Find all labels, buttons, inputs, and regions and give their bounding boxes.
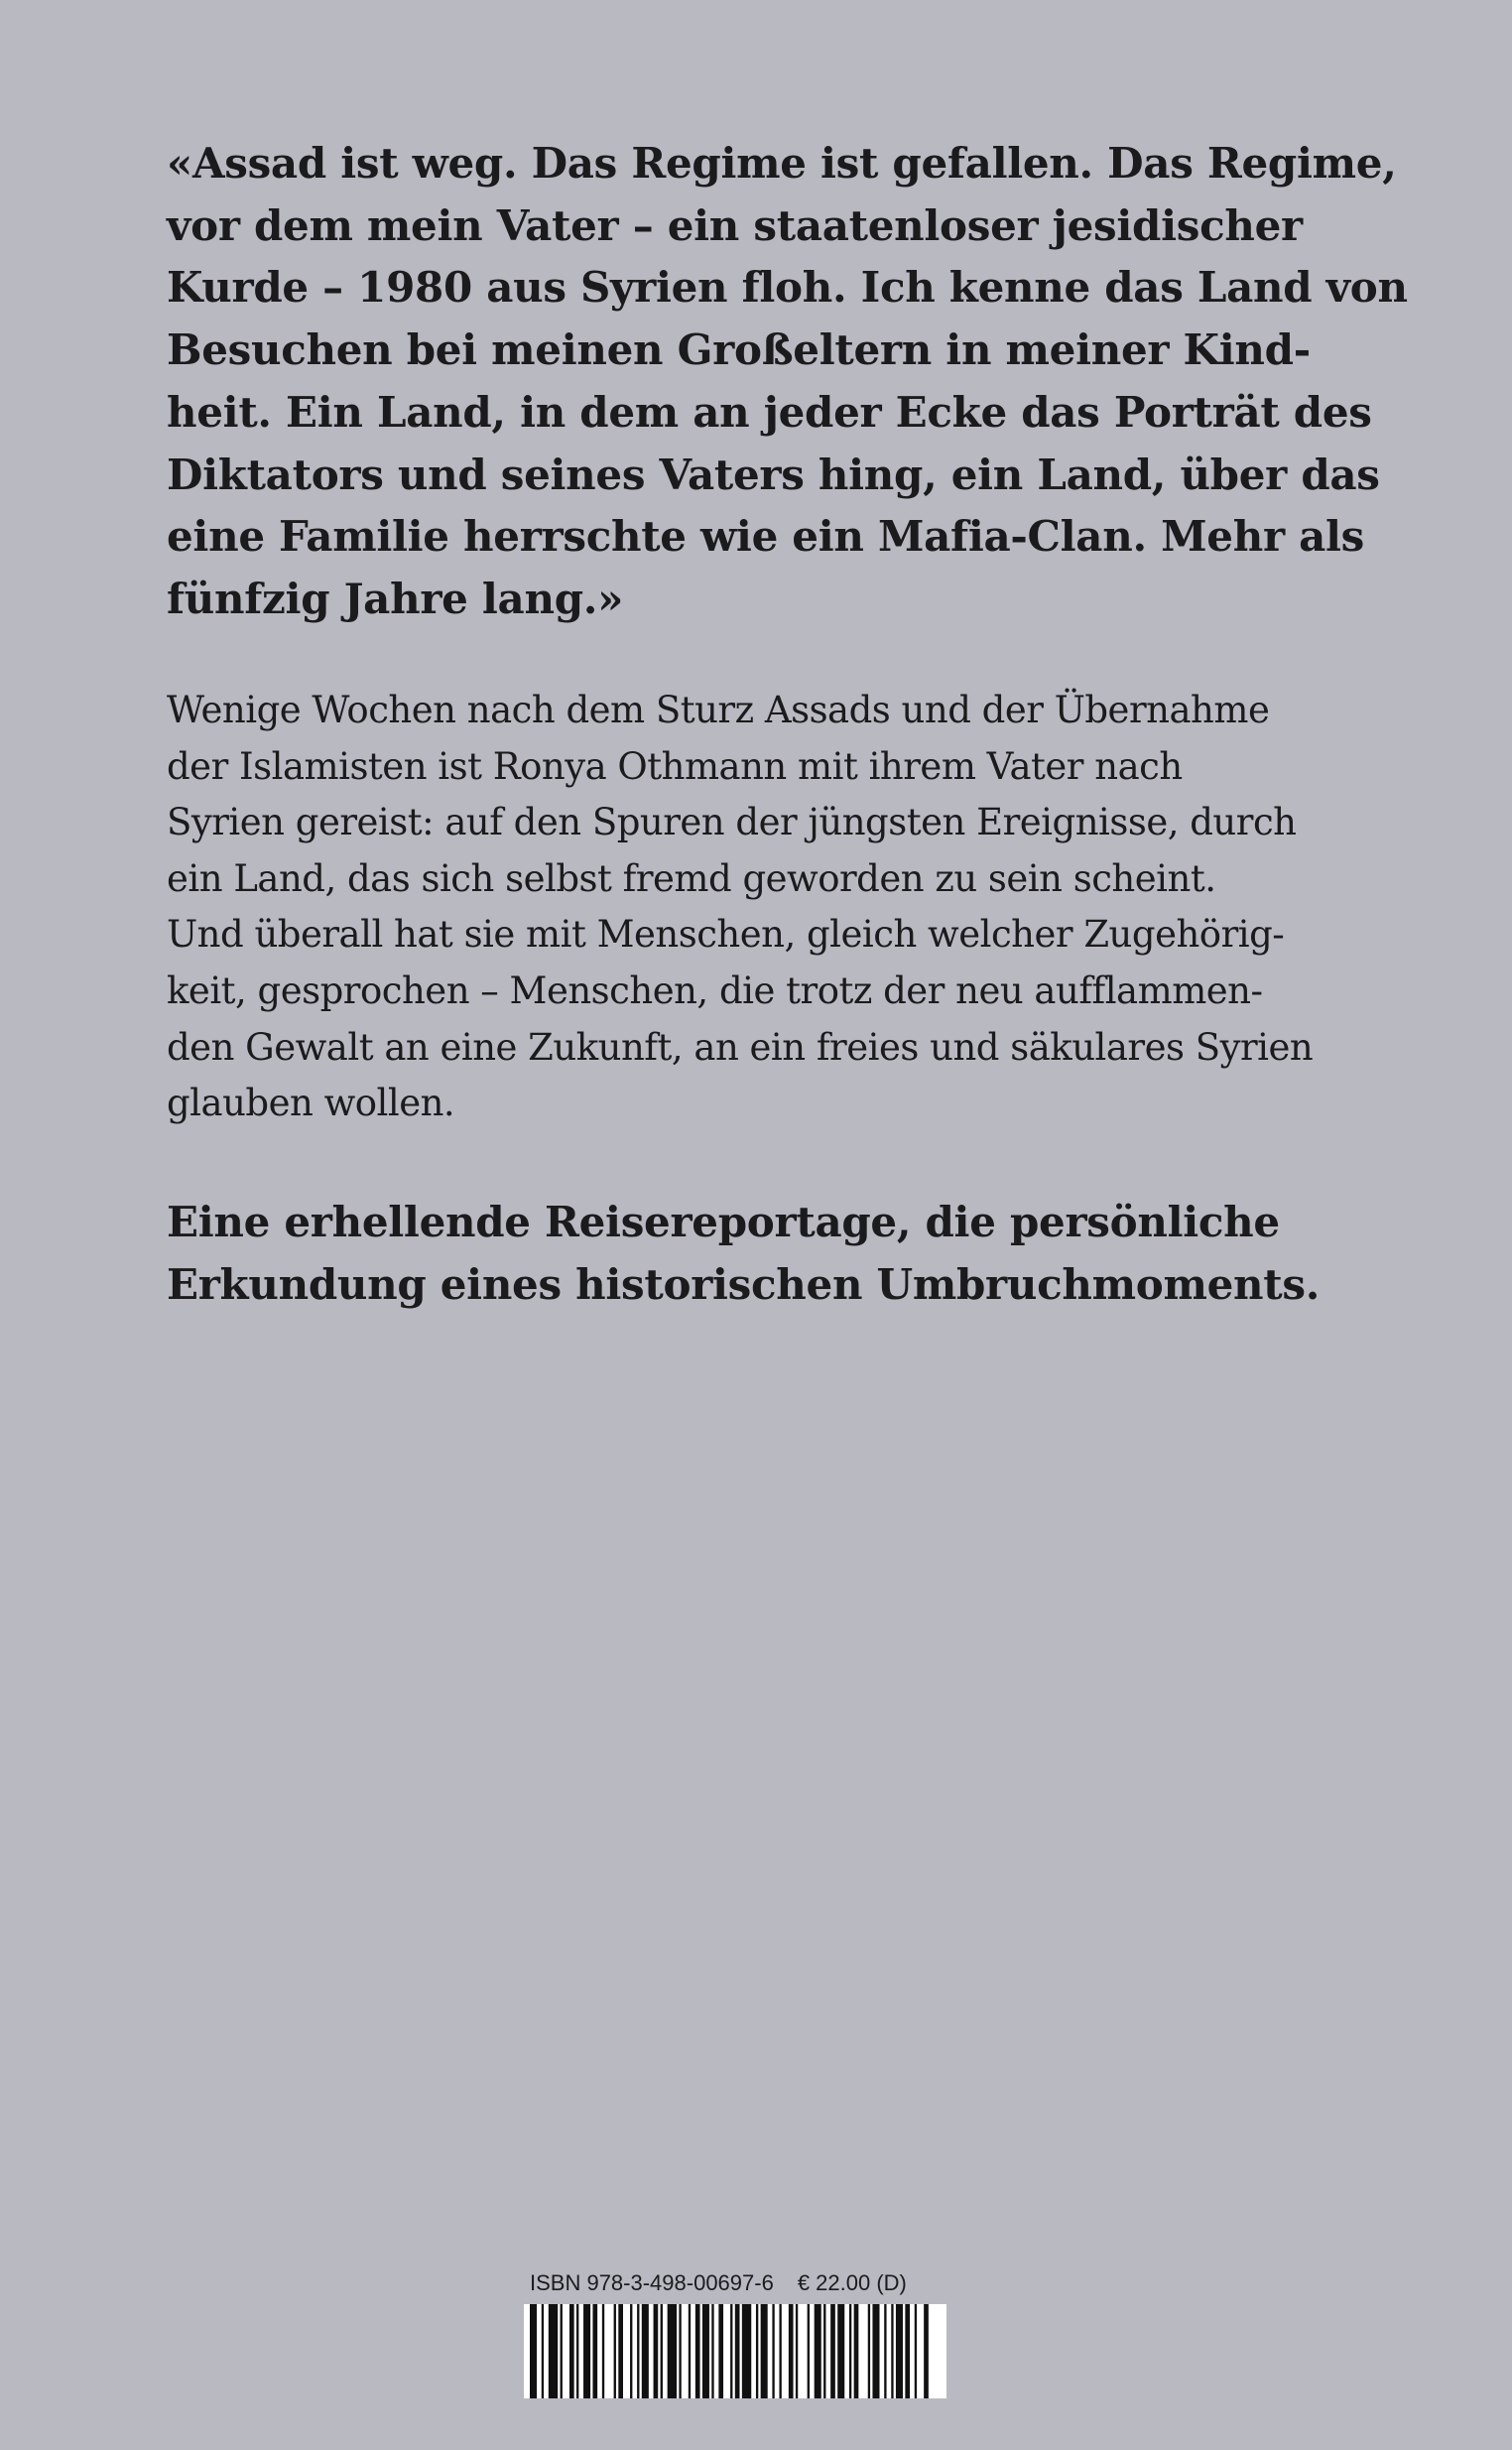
- isbn-number: ISBN 978-3-498-00697-6: [530, 2270, 774, 2295]
- barcode-bar: [896, 2304, 903, 2398]
- barcode-bar: [654, 2304, 659, 2398]
- barcode-bar: [772, 2304, 774, 2398]
- barcode-bar: [872, 2304, 879, 2398]
- closing-line: Eine erhellende Reisereportage, die persönliche: [167, 1198, 1280, 1246]
- barcode-block: [524, 2268, 950, 2397]
- barcode-bar: [789, 2304, 794, 2398]
- barcode-bar: [592, 2304, 597, 2398]
- description-line: Wenige Wochen nach dem Sturz Assads und der Übernahme: [167, 689, 1270, 731]
- description-line: glauben wollen.: [167, 1082, 455, 1125]
- description-line: keit, gesprochen – Menschen, die trotz der neu aufflammen-: [167, 968, 1263, 1012]
- barcode-bar: [730, 2304, 732, 2398]
- barcode-bar: [779, 2304, 781, 2398]
- barcode-bar: [614, 2304, 616, 2398]
- barcode-bar: [924, 2304, 929, 2398]
- barcode-bar: [689, 2304, 691, 2398]
- barcode-bar: [808, 2304, 810, 2398]
- barcode-image: [524, 2304, 946, 2398]
- barcode-bar: [583, 2304, 590, 2398]
- barcode-bar: [756, 2304, 758, 2398]
- barcode-bar: [735, 2304, 740, 2398]
- barcode-bar: [742, 2304, 751, 2398]
- barcode-bar: [891, 2304, 893, 2398]
- description-line: den Gewalt an eine Zukunft, an ein freies und säkulares Syrien: [167, 1025, 1314, 1069]
- barcode-bar: [868, 2304, 870, 2398]
- barcode-bar: [711, 2304, 713, 2398]
- barcode-bar: [668, 2304, 677, 2398]
- barcode-bar: [661, 2304, 663, 2398]
- quote-line: heit. Ein Land, in dem an jeder Ecke das Porträt des: [167, 387, 1372, 437]
- barcode-bar: [815, 2304, 821, 2398]
- description-line: Und überall hat sie mit Menschen, gleich welcher Zugehörig-: [167, 913, 1285, 957]
- barcode-bar: [576, 2304, 578, 2398]
- barcode-bar: [618, 2304, 623, 2398]
- isbn-price-line: [530, 2268, 907, 2298]
- quote-line: Besuchen bei meinen Großeltern in meiner Kind-: [167, 325, 1311, 375]
- quote-block: [167, 133, 1408, 631]
- quote-line: Kurde – 1980 aus Syrien floh. Ich kenne das Land von: [167, 263, 1408, 313]
- barcode-bar: [569, 2304, 574, 2398]
- quote-line: eine Familie herrschte wie ein Mafia-Clan. Mehr als: [167, 512, 1365, 562]
- description-line: ein Land, das sich selbst fremd geworden zu sein scheint.: [167, 856, 1216, 900]
- barcode-bar: [761, 2304, 768, 2398]
- barcode-bar: [630, 2304, 632, 2398]
- quote-line: «Assad ist weg. Das Regime ist gefallen. Das Regime,: [167, 139, 1397, 188]
- price-label: € 22.00 (D): [797, 2270, 907, 2295]
- description-block: [167, 683, 1367, 1132]
- barcode-bar: [905, 2304, 910, 2398]
- quote-line: fünfzig Jahre lang.»: [167, 574, 624, 623]
- barcode-bar: [702, 2304, 709, 2398]
- barcode-bar: [854, 2304, 859, 2398]
- barcode-bar: [830, 2304, 835, 2398]
- barcode-bar: [679, 2304, 681, 2398]
- barcode-bar: [718, 2304, 723, 2398]
- closing-statement: [167, 1191, 1367, 1316]
- barcode-bars: [524, 2304, 946, 2398]
- barcode-bar: [637, 2304, 639, 2398]
- description-line: der Islamisten ist Ronya Othmann mit ihrem Vater nach: [167, 744, 1183, 788]
- barcode-bar: [849, 2304, 851, 2398]
- barcode-bar: [695, 2304, 700, 2398]
- barcode-bar: [549, 2304, 558, 2398]
- barcode-bar: [530, 2304, 537, 2398]
- quote-line: Diktators und seines Vaters hing, ein Land, über das: [167, 450, 1380, 499]
- barcode-bar: [884, 2304, 886, 2398]
- barcode-bar: [642, 2304, 649, 2398]
- barcode-bar: [561, 2304, 563, 2398]
- description-line: Syrien gereist: auf den Spuren der jüngsten Ereignisse, durch: [167, 801, 1297, 844]
- barcode-bar: [823, 2304, 825, 2398]
- barcode-bar: [915, 2304, 917, 2398]
- barcode-bar: [796, 2304, 798, 2398]
- barcode-bar: [837, 2304, 844, 2398]
- closing-line: Erkundung eines historischen Umbruchmoments.: [167, 1260, 1321, 1309]
- barcode-bar: [542, 2304, 544, 2398]
- quote-line: vor dem mein Vater – ein staatenloser jesidischer: [167, 200, 1303, 250]
- barcode-bar: [602, 2304, 604, 2398]
